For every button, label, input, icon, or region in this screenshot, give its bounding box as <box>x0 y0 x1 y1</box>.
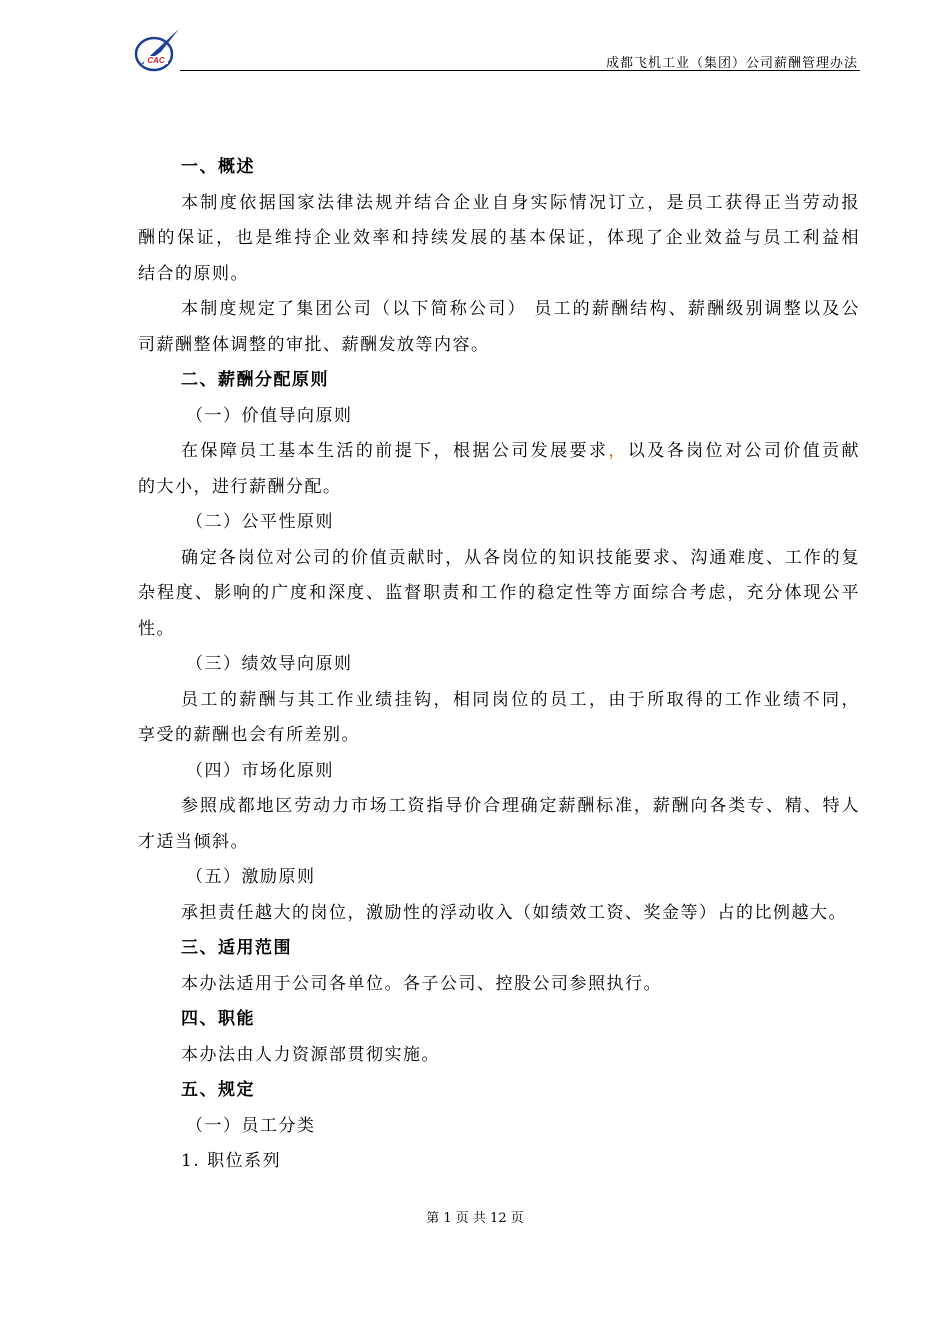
header-divider <box>180 70 860 71</box>
paragraph-line: 本制度依据国家法律法规并结合企业自身实际情况订立，是员工获得正当劳动报 <box>181 192 860 213</box>
paragraph-line: 确定各岗位对公司的价值贡献时，从各岗位的知识技能要求、沟通难度、工作的复 <box>181 547 860 568</box>
paragraph-line: 本制度规定了集团公司（以下简称公司） 员工的薪酬结构、薪酬级别调整以及公 <box>181 299 860 319</box>
svg-text:CAC: CAC <box>147 56 165 65</box>
section-heading-functions: 四、职能 <box>181 1009 255 1029</box>
subsection-title: （一）价值导向原则 <box>186 405 353 426</box>
paragraph-line <box>138 434 860 470</box>
paragraph-line: 员工的薪酬与其工作业绩挂钩，相同岗位的员工，由于所取得的工作业绩不同， <box>181 689 860 710</box>
subsection-title: （四）市场化原则 <box>186 760 334 781</box>
paragraph-line: 本办法由人力资源部贯彻实施。 <box>181 1044 440 1065</box>
subsection-title: （五）激励原则 <box>186 867 316 887</box>
page-number: 第 1 页 共 12 页 <box>426 1211 524 1226</box>
paragraph-line: 的大小，进行薪酬分配。 <box>138 476 342 497</box>
paragraph-line: 承担责任越大的岗位，激励性的浮动收入（如绩效工资、奖金等）占的比例越大。 <box>181 902 847 923</box>
paragraph-line: 杂程度、影响的广度和深度、监督职责和工作的稳定性等方面综合考虑，充分体现公平 <box>138 583 860 603</box>
section-heading-scope: 三、适用范围 <box>181 938 292 958</box>
highlighted-comma: ， <box>608 441 628 461</box>
text-run: 在保障员工基本生活的前提下，根据公司发展要求 <box>181 441 609 461</box>
paragraph-line: 酬的保证，也是维持企业效率和持续发展的基本保证，体现了企业效益与员工利益相 <box>138 228 860 248</box>
numbered-item: 1. 职位系列 <box>181 1151 282 1171</box>
header-title: 成都飞机工业（集团）公司薪酬管理办法 <box>605 56 858 71</box>
paragraph-line: 参照成都地区劳动力市场工资指导价合理确定薪酬标准，薪酬向各类专、精、特人 <box>181 796 860 816</box>
paragraph-line: 本办法适用于公司各单位。各子公司、控股公司参照执行。 <box>181 973 662 994</box>
section-heading-rules: 五、规定 <box>181 1080 255 1100</box>
paragraph-line: 才适当倾斜。 <box>138 831 249 852</box>
section-heading-overview: 一、概述 <box>181 157 255 177</box>
company-logo <box>132 27 182 73</box>
paragraph-line: 性。 <box>138 618 175 639</box>
paragraph-line: 结合的原则。 <box>138 263 249 284</box>
paragraph-line: 司薪酬整体调整的审批、薪酬发放等内容。 <box>138 334 490 355</box>
paragraph-line: 享受的薪酬也会有所差别。 <box>138 725 360 745</box>
subsection-title: （二）公平性原则 <box>186 512 334 532</box>
section-heading-principles: 二、薪酬分配原则 <box>181 370 329 390</box>
subsection-title: （一）员工分类 <box>186 1115 316 1136</box>
text-run: 以及各岗位对公司价值贡献 <box>627 441 860 461</box>
document-body <box>138 150 860 1180</box>
subsection-title: （三）绩效导向原则 <box>186 654 353 674</box>
